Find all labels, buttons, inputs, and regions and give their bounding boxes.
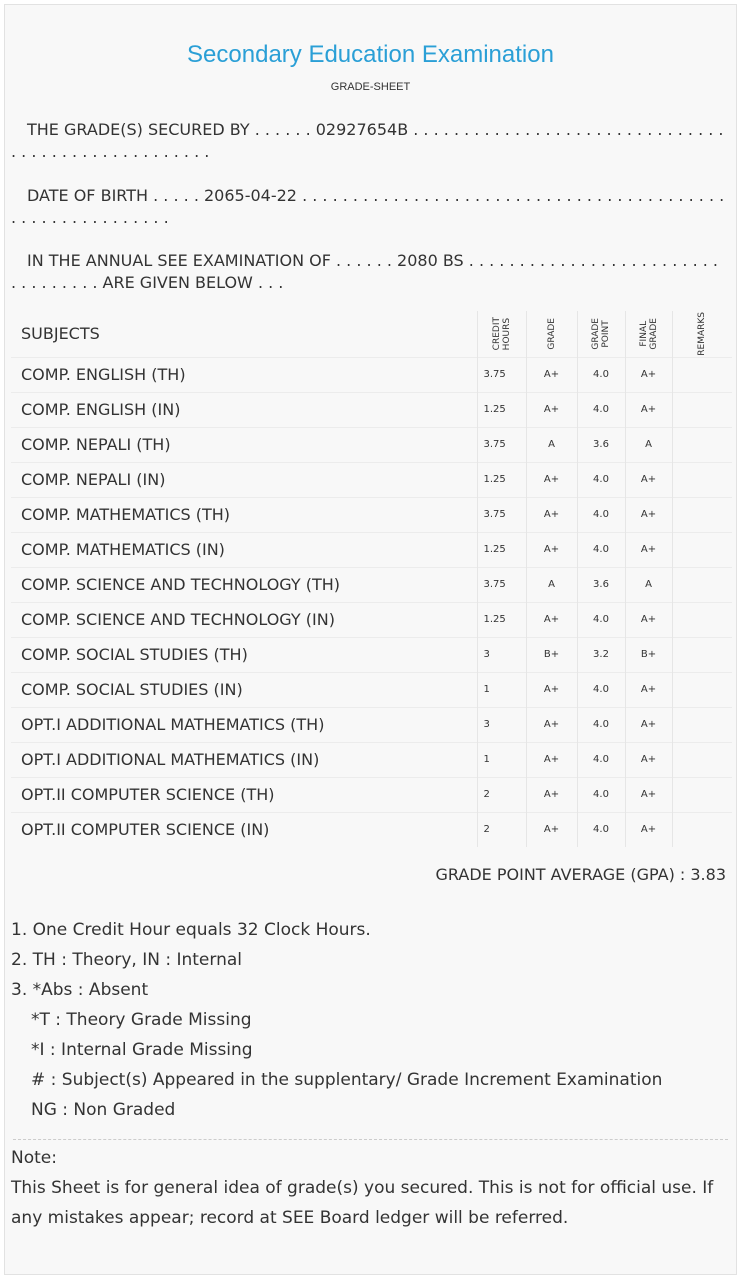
credit-hours-cell: 3 <box>477 637 526 672</box>
credit-hours-header-cell <box>477 311 526 357</box>
remarks-cell <box>672 357 732 392</box>
remarks-cell <box>672 672 732 707</box>
table-row <box>11 357 732 392</box>
remarks-cell <box>672 532 732 567</box>
table-row <box>11 462 732 497</box>
table-row <box>11 497 732 532</box>
grade-cell: A+ <box>526 357 577 392</box>
credit-hours-cell: 1.25 <box>477 462 526 497</box>
credit-hours-cell: 1 <box>477 672 526 707</box>
remarks-cell <box>672 777 732 812</box>
gpa-label: GRADE POINT AVERAGE (GPA) : <box>435 865 691 884</box>
disclaimer <box>11 1143 723 1233</box>
remarks-cell <box>672 567 732 602</box>
legend-sub-item: # : Subject(s) Appeared in the supplentary/ Grade Increment Examination <box>31 1070 663 1090</box>
final-grade-cell: A+ <box>625 742 672 777</box>
grade-cell: A+ <box>526 532 577 567</box>
table-row <box>11 602 732 637</box>
table-row <box>11 707 732 742</box>
remarks-cell <box>672 392 732 427</box>
subjects-header: SUBJECTS <box>21 324 100 344</box>
table-row <box>11 742 732 777</box>
exam-line <box>11 250 727 294</box>
table-row <box>11 812 732 847</box>
legend-sub-item: *I : Internal Grade Missing <box>31 1040 253 1060</box>
grade-point-cell: 3.6 <box>577 567 625 602</box>
subject-name: OPT.I ADDITIONAL MATHEMATICS (TH) <box>11 707 477 742</box>
grades-table <box>11 311 732 847</box>
table-row <box>11 392 732 427</box>
secured-by-line <box>11 119 727 163</box>
subject-name: COMP. SCIENCE AND TECHNOLOGY (IN) <box>11 602 477 637</box>
page-title: Secondary Education Examination <box>187 41 554 68</box>
remarks-cell <box>672 427 732 462</box>
credit-hours-header: CREDIT HOURS <box>491 317 512 351</box>
final-grade-cell: A+ <box>625 812 672 847</box>
grade-cell: A+ <box>526 777 577 812</box>
subject-name: COMP. ENGLISH (IN) <box>11 392 477 427</box>
credit-hours-cell: 1.25 <box>477 602 526 637</box>
grade-cell: A+ <box>526 742 577 777</box>
credit-hours-cell: 3.75 <box>477 567 526 602</box>
grade-cell: A+ <box>526 462 577 497</box>
remarks-header-cell <box>672 311 732 357</box>
table-row <box>11 672 732 707</box>
exam-year: 2080 BS <box>397 251 464 270</box>
final-grade-cell: A+ <box>625 672 672 707</box>
subject-name: OPT.II COMPUTER SCIENCE (TH) <box>11 777 477 812</box>
grade-cell: A <box>526 427 577 462</box>
credit-hours-cell: 2 <box>477 812 526 847</box>
final-grade-cell: A <box>625 427 672 462</box>
legend-item: 3. *Abs : Absent <box>11 980 149 1000</box>
credit-hours-cell: 1.25 <box>477 392 526 427</box>
subject-name: OPT.II COMPUTER SCIENCE (IN) <box>11 812 477 847</box>
final-grade-header: FINAL GRADE <box>638 317 659 350</box>
legend-notes <box>11 915 662 1125</box>
grade-cell: A+ <box>526 707 577 742</box>
final-grade-cell: A <box>625 567 672 602</box>
credit-hours-cell: 3 <box>477 707 526 742</box>
grade-cell: A+ <box>526 602 577 637</box>
grade-point-cell: 4.0 <box>577 812 625 847</box>
date-of-birth: 2065-04-22 <box>204 186 297 205</box>
grade-point-cell: 4.0 <box>577 742 625 777</box>
grade-point-cell: 3.2 <box>577 637 625 672</box>
remarks-cell <box>672 707 732 742</box>
grade-point-cell: 4.0 <box>577 497 625 532</box>
remarks-cell <box>672 462 732 497</box>
secured-by-dots: . . . . . . . . . . . . . . . . . . . . . . . . . . . . . . . . . . . . . . . . . . . . . . . . . . . <box>11 120 724 161</box>
table-row <box>11 777 732 812</box>
grade-cell: A+ <box>526 672 577 707</box>
grade-sheet <box>4 4 737 1275</box>
table-header-row <box>11 311 732 357</box>
subject-name: COMP. ENGLISH (TH) <box>11 357 477 392</box>
grade-cell: A+ <box>526 497 577 532</box>
dob-line <box>11 185 727 229</box>
final-grade-cell: A+ <box>625 532 672 567</box>
final-grade-cell: A+ <box>625 707 672 742</box>
credit-hours-cell: 3.75 <box>477 427 526 462</box>
subject-name: COMP. SOCIAL STUDIES (IN) <box>11 672 477 707</box>
table-row <box>11 567 732 602</box>
grade-point-cell: 4.0 <box>577 357 625 392</box>
grade-point-header: GRADE POINT <box>591 317 611 350</box>
subject-name: COMP. NEPALI (TH) <box>11 427 477 462</box>
final-grade-cell: B+ <box>625 637 672 672</box>
remarks-header: REMARKS <box>697 311 708 356</box>
dob-dots: . . . . . . . . . . . . . . . . . . . . . . . . . . . . . . . . . . . . . . . . . . . . . . . . . . . . . . . . . . <box>11 186 725 227</box>
legend-sub-item: *T : Theory Grade Missing <box>31 1010 252 1030</box>
legend-item: 2. TH : Theory, IN : Internal <box>11 950 242 970</box>
secured-by-label: THE GRADE(S) SECURED BY . . . . . . <box>27 120 316 139</box>
grade-point-header-cell <box>577 311 625 357</box>
remarks-cell <box>672 812 732 847</box>
final-grade-cell: A+ <box>625 602 672 637</box>
grade-point-cell: 4.0 <box>577 672 625 707</box>
grade-point-cell: 4.0 <box>577 777 625 812</box>
remarks-cell <box>672 602 732 637</box>
grade-point-cell: 4.0 <box>577 392 625 427</box>
grade-cell: A <box>526 567 577 602</box>
legend-sub-item: NG : Non Graded <box>31 1100 176 1120</box>
final-grade-cell: A+ <box>625 357 672 392</box>
page-subtitle: GRADE-SHEET <box>330 81 411 93</box>
table-row <box>11 637 732 672</box>
credit-hours-cell: 1 <box>477 742 526 777</box>
credit-hours-cell: 1.25 <box>477 532 526 567</box>
credit-hours-cell: 2 <box>477 777 526 812</box>
remarks-cell <box>672 497 732 532</box>
note-heading: Note: <box>11 1148 57 1168</box>
subject-name: OPT.I ADDITIONAL MATHEMATICS (IN) <box>11 742 477 777</box>
subject-name: COMP. NEPALI (IN) <box>11 462 477 497</box>
grade-point-cell: 4.0 <box>577 602 625 637</box>
remarks-cell <box>672 637 732 672</box>
divider <box>13 1139 728 1140</box>
grade-cell: B+ <box>526 637 577 672</box>
gpa-value: 3.83 <box>690 865 726 884</box>
final-grade-cell: A+ <box>625 497 672 532</box>
subject-name: COMP. SCIENCE AND TECHNOLOGY (TH) <box>11 567 477 602</box>
gpa-line <box>436 865 726 884</box>
final-grade-cell: A+ <box>625 777 672 812</box>
grade-point-cell: 4.0 <box>577 707 625 742</box>
subject-name: COMP. MATHEMATICS (TH) <box>11 497 477 532</box>
final-grade-header-cell <box>625 311 672 357</box>
credit-hours-cell: 3.75 <box>477 357 526 392</box>
grade-point-cell: 4.0 <box>577 462 625 497</box>
subject-name: COMP. MATHEMATICS (IN) <box>11 532 477 567</box>
grade-header: GRADE <box>546 317 557 350</box>
table-row <box>11 532 732 567</box>
exam-dots: . . . . . . . . . . . . . . . . . . . . . . . . . . . . . . . . . . ARE GIVEN BELOW . . . <box>11 251 718 292</box>
dob-label: DATE OF BIRTH . . . . . <box>27 186 204 205</box>
exam-label: IN THE ANNUAL SEE EXAMINATION OF . . . . . . <box>27 251 398 270</box>
note-text: This Sheet is for general idea of grade(s) you secured. This is not for official use. If any mistakes appear; record at SEE Board ledger will be referred. <box>11 1178 714 1228</box>
symbol-number: 02927654B <box>315 120 409 139</box>
subject-name: COMP. SOCIAL STUDIES (TH) <box>11 637 477 672</box>
grade-cell: A+ <box>526 812 577 847</box>
grade-point-cell: 3.6 <box>577 427 625 462</box>
remarks-cell <box>672 742 732 777</box>
final-grade-cell: A+ <box>625 392 672 427</box>
legend-item: 1. One Credit Hour equals 32 Clock Hours. <box>11 920 371 940</box>
grade-cell: A+ <box>526 392 577 427</box>
grade-header-cell <box>526 311 577 357</box>
table-row <box>11 427 732 462</box>
final-grade-cell: A+ <box>625 462 672 497</box>
grade-point-cell: 4.0 <box>577 532 625 567</box>
credit-hours-cell: 3.75 <box>477 497 526 532</box>
